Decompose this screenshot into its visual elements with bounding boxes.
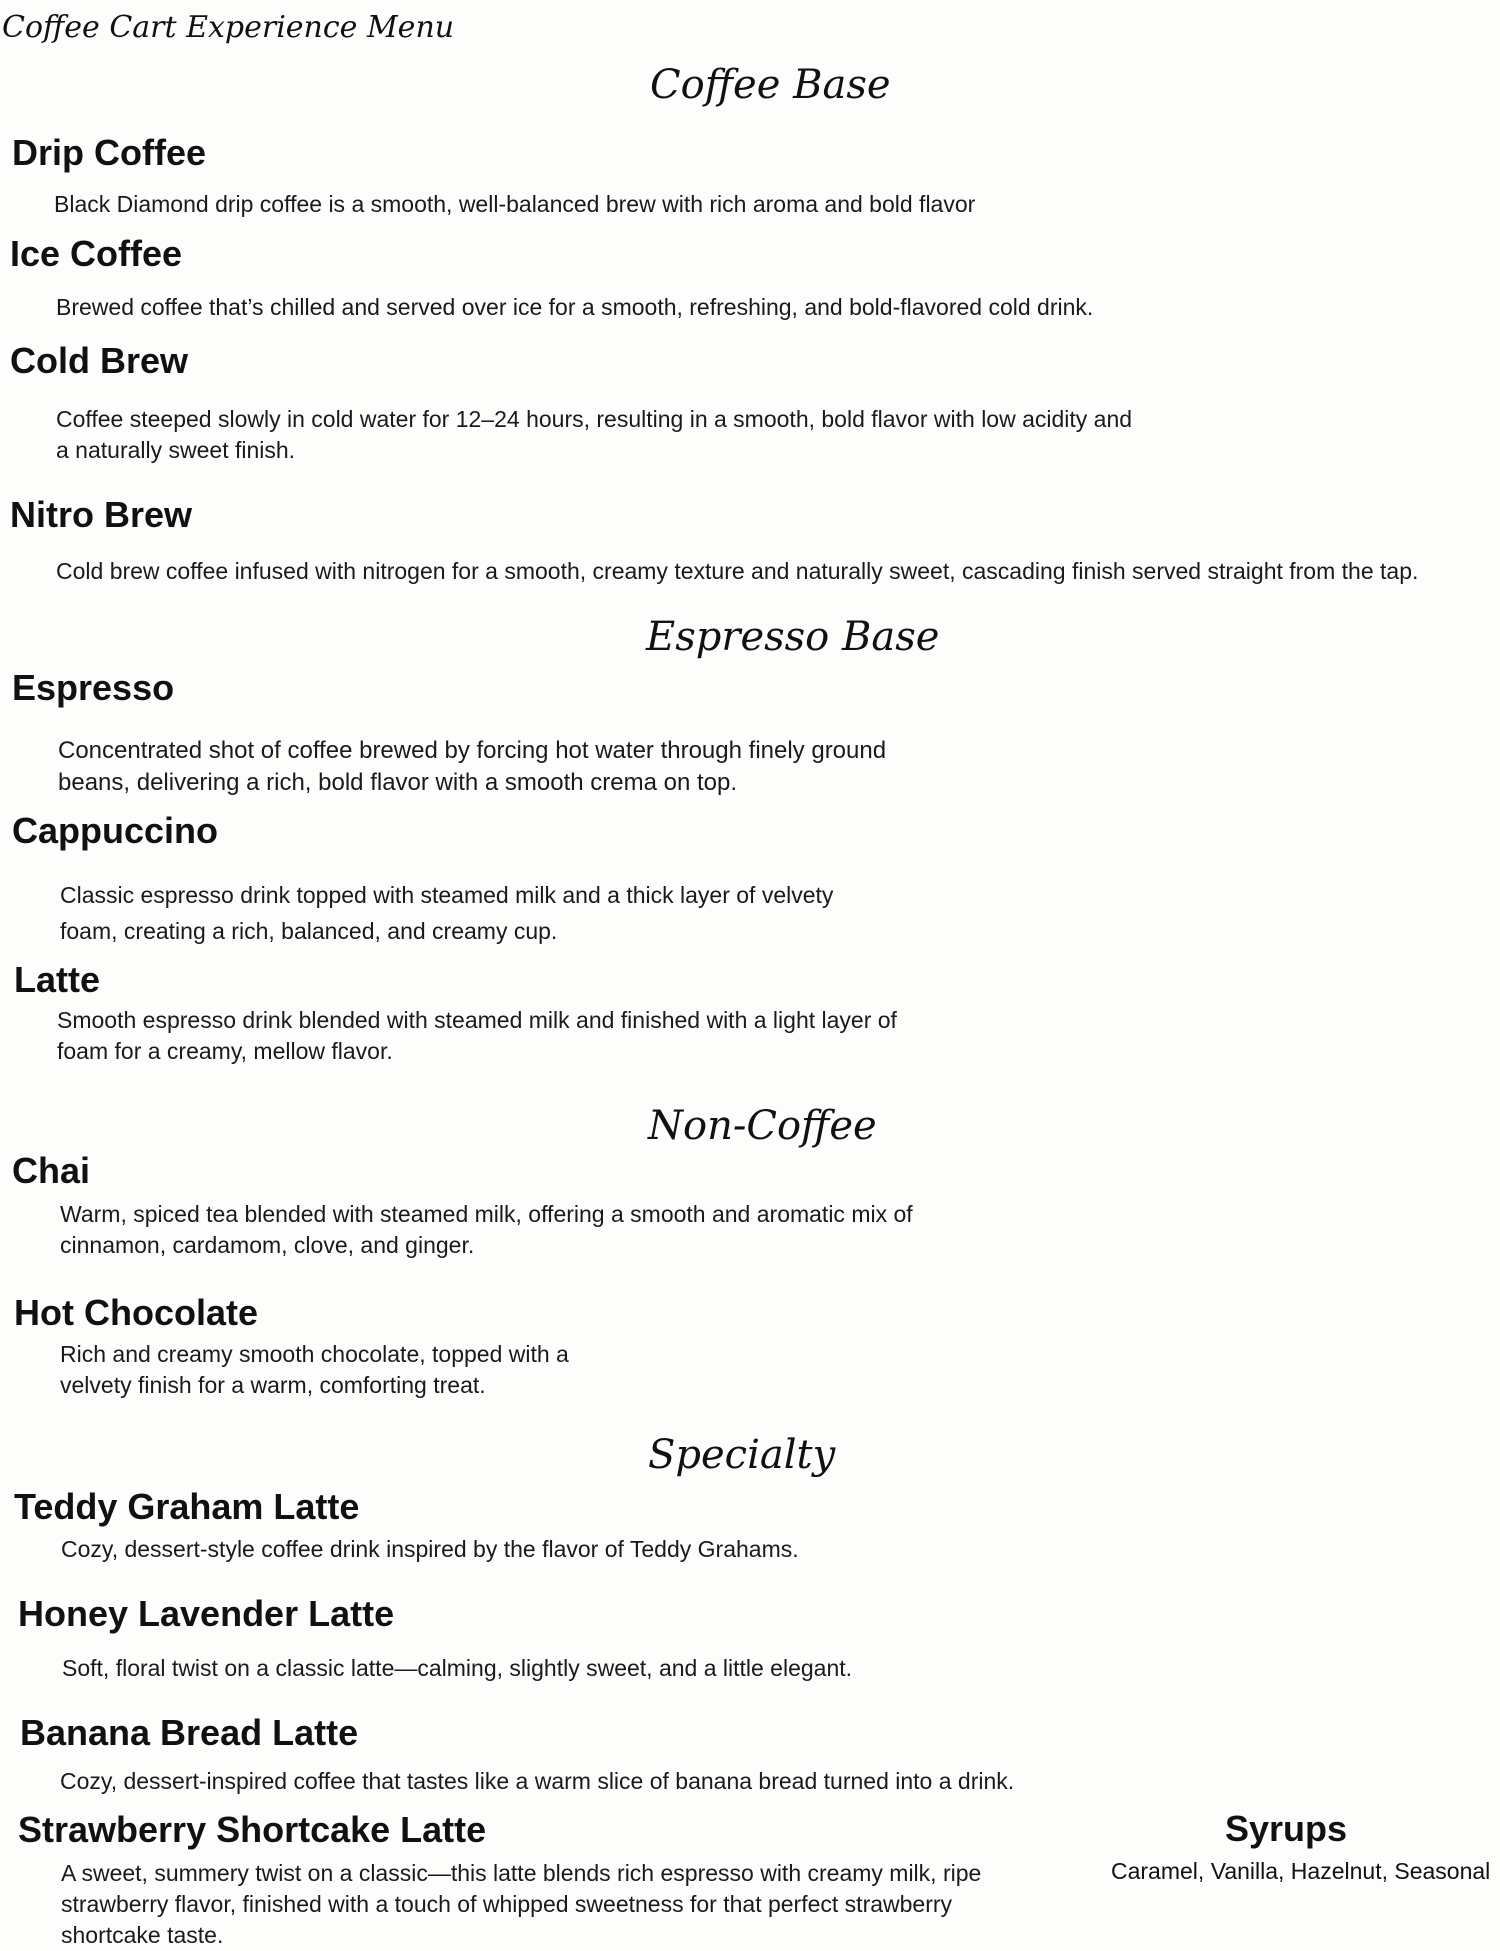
item-description-hot-chocolate: Rich and creamy smooth chocolate, topped with a velvety finish for a warm, comforting treat. [60,1341,569,1398]
item-name-drip-coffee: Drip Coffee [12,132,207,173]
item-description-drip-coffee: Black Diamond drip coffee is a smooth, well-balanced brew with rich aroma and bold flavor [54,191,976,217]
item-description-latte: Smooth espresso drink blended with steamed milk and finished with a light layer of foam for a creamy, mellow flavor. [57,1007,897,1064]
item-description-ice-coffee: Brewed coffee that’s chilled and served over ice for a smooth, refreshing, and bold-flavored cold drink. [56,294,1094,320]
item-description-banana-bread-latte: Cozy, dessert-inspired coffee that tastes like a warm slice of banana bread turned into a drink. [60,1768,1015,1794]
item-name-cold-brew: Cold Brew [10,340,189,381]
syrups-list: Caramel, Vanilla, Hazelnut, Seasonal [1111,1858,1491,1884]
item-name-banana-bread-latte: Banana Bread Latte [20,1712,359,1753]
item-description-cappuccino: Classic espresso drink topped with steamed milk and a thick layer of velvety foam, creating a rich, balanced, and creamy cup. [60,882,834,944]
menu-title: Coffee Cart Experience Menu [2,10,455,45]
item-name-ice-coffee: Ice Coffee [10,233,183,274]
item-name-honey-lavender-latte: Honey Lavender Latte [18,1593,395,1634]
item-description-strawberry-shortcake-latte: A sweet, summery twist on a classic—this latte blends rich espresso with creamy milk, ripe strawberry flavor, finished with a touch of whipped sweetness for that perfect strawberry shortcake taste. [61,1860,982,1948]
item-description-honey-lavender-latte: Soft, floral twist on a classic latte—calming, slightly sweet, and a little elegant. [62,1655,853,1681]
item-name-strawberry-shortcake-latte: Strawberry Shortcake Latte [18,1809,487,1850]
section-heading-coffee-base: Coffee Base [650,62,891,108]
item-description-espresso: Concentrated shot of coffee brewed by forcing hot water through finely ground beans, delivering a rich, bold flavor with a smooth crema on top. [58,737,887,796]
item-description-chai: Warm, spiced tea blended with steamed milk, offering a smooth and aromatic mix of cinnamon, cardamom, clove, and ginger. [60,1201,913,1258]
item-name-chai: Chai [12,1150,91,1191]
item-name-hot-chocolate: Hot Chocolate [14,1292,259,1333]
syrups-heading: Syrups [1225,1808,1348,1849]
section-heading-specialty: Specialty [648,1432,836,1478]
item-description-nitro-brew: Cold brew coffee infused with nitrogen for a smooth, creamy texture and naturally sweet, cascading finish served straight from the tap. [56,558,1419,584]
item-name-latte: Latte [14,959,101,1000]
section-heading-non-coffee: Non-Coffee [648,1103,877,1149]
item-description-teddy-graham-latte: Cozy, dessert-style coffee drink inspired by the flavor of Teddy Grahams. [61,1536,799,1562]
item-name-teddy-graham-latte: Teddy Graham Latte [14,1486,360,1527]
item-description-cold-brew: Coffee steeped slowly in cold water for 12–24 hours, resulting in a smooth, bold flavor with low acidity and a naturally sweet finish. [56,406,1133,463]
section-heading-espresso-base: Espresso Base [646,614,940,660]
item-name-nitro-brew: Nitro Brew [10,494,193,535]
item-name-cappuccino: Cappuccino [12,810,219,851]
item-name-espresso: Espresso [12,667,175,708]
